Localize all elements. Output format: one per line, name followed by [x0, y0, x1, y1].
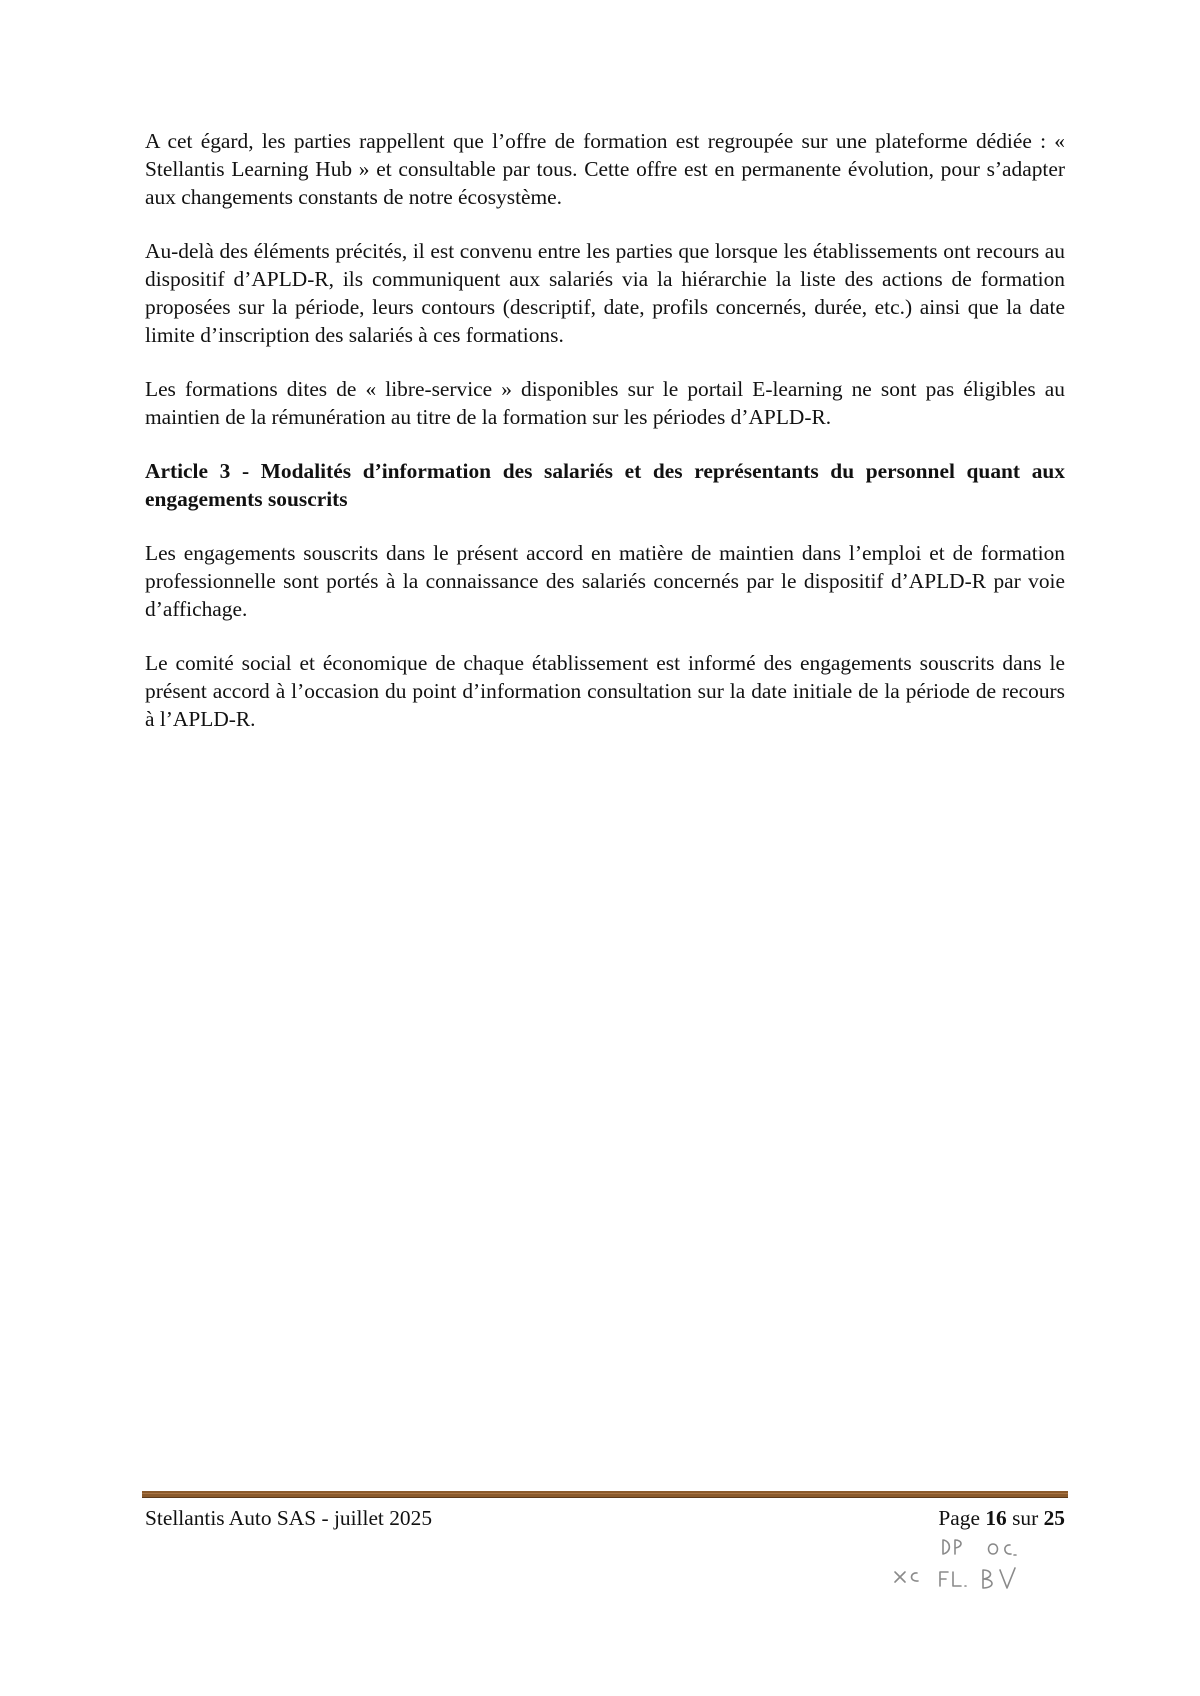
paragraph-libre-service: Les formations dites de « libre-service » disponibles sur le portail E-learning ne sont pas éligibles au maintien de la rémunération au titre de la formation sur les périodes d’APLD-R. — [145, 377, 1065, 429]
footer-company-date: Stellantis Auto SAS - juillet 2025 — [145, 1506, 433, 1530]
current-page: 16 — [985, 1506, 1007, 1530]
footer-page-number — [938, 1505, 1065, 1531]
total-pages: 25 — [1043, 1506, 1065, 1530]
handwritten-initials-icon — [885, 1532, 1065, 1602]
footer-rule — [142, 1491, 1068, 1498]
paragraph-learning-hub: A cet égard, les parties rappellent que l’offre de formation est regroupée sur une plateforme dédiée : « Stellantis Learning Hub » et consultable par tous. Cette offre est en permanente évolution, pour s’adapter aux changements constants de notre écosystème. — [145, 129, 1065, 209]
paragraph-engagements: Les engagements souscrits dans le présent accord en matière de maintien dans l’emploi et de formation professionnelle sont portés à la connaissance des salariés concernés par le dispositif d’APLD-R par voie d’affichage. — [145, 541, 1065, 621]
document-body — [145, 127, 1065, 759]
article-3-heading: Article 3 - Modalités d’information des salariés et des représentants du personnel quant aux engagements souscrits — [145, 459, 1065, 511]
page-separator: sur — [1012, 1506, 1039, 1530]
paragraph-apld-formation: Au-delà des éléments précités, il est convenu entre les parties que lorsque les établissements ont recours au dispositif d’APLD-R, ils communiquent aux salariés via la hiérarchie la liste des actions de formation proposées sur la période, leurs contours (descriptif, date, profils concernés, durée, etc.) ainsi que la date limite d’inscription des salariés à ces formations. — [145, 239, 1065, 347]
page-prefix: Page — [938, 1506, 980, 1530]
paragraph-cse: Le comité social et économique de chaque établissement est informé des engagements souscrits dans le présent accord à l’occasion du point d’information consultation sur la date initiale de la période de recours à l’APLD-R. — [145, 651, 1065, 731]
